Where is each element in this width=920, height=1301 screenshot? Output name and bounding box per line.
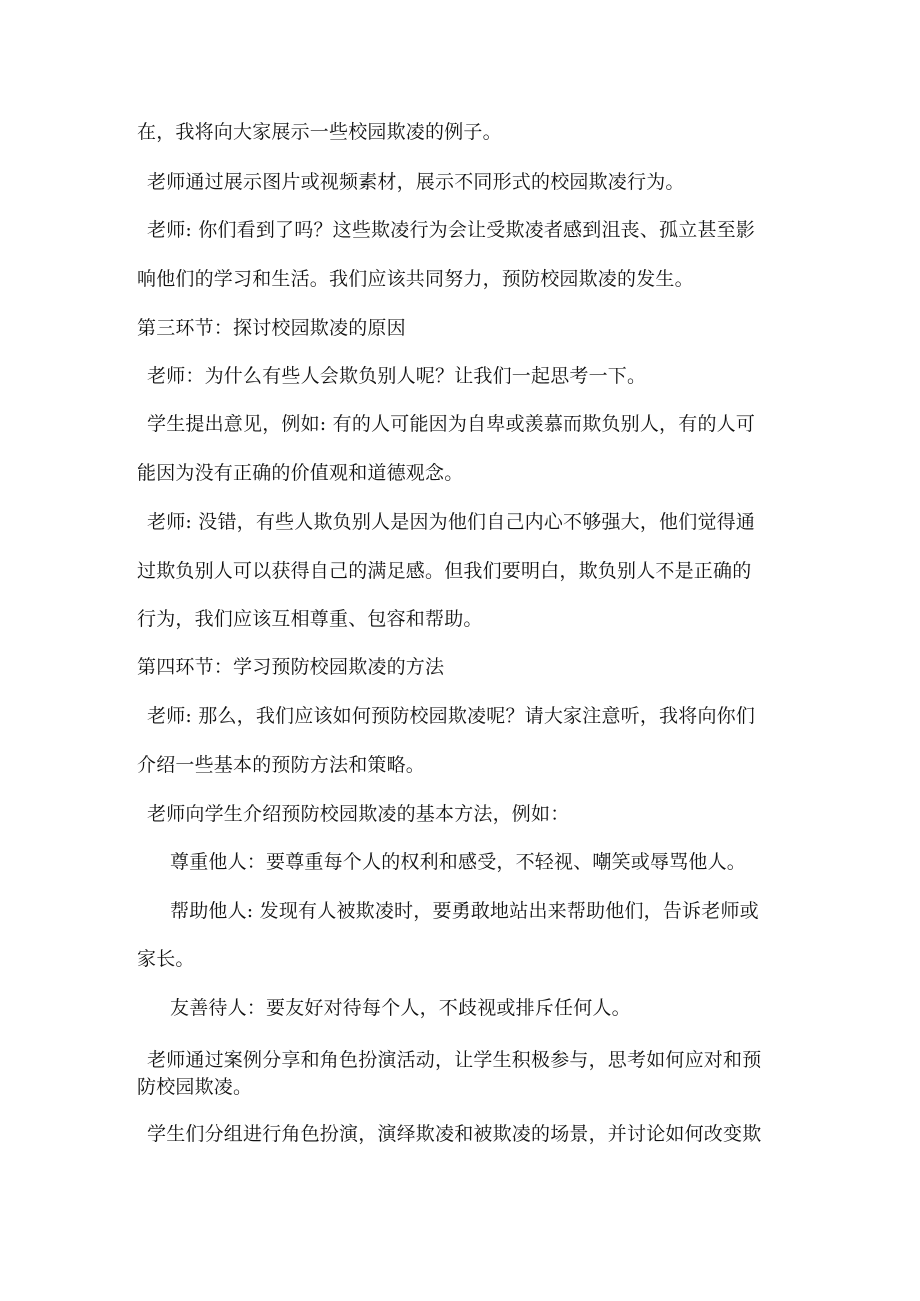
section-heading: 第四环节：学习预防校园欺凌的方法 bbox=[137, 656, 445, 678]
text-line: 能因为没有正确的价值观和道德观念。 bbox=[137, 462, 464, 484]
text-line: 学生们分组进行角色扮演，演绎欺凌和被欺凌的场景，并讨论如何改变欺 bbox=[147, 1123, 762, 1145]
list-item: 友善待人：要友好对待每个人，不歧视或排斥任何人。 bbox=[170, 997, 631, 1019]
text-line: 老师: 你们看到了吗？这些欺凌行为会让受欺凌者感到沮丧、孤立甚至影 bbox=[147, 219, 756, 241]
section-heading: 第三环节：探讨校园欺凌的原因 bbox=[137, 317, 406, 339]
text-line: 老师: 没错，有些人欺负别人是因为他们自己内心不够强大，他们觉得通 bbox=[147, 511, 756, 533]
text-line: 过欺负别人可以获得自己的满足感。但我们要明白，欺负别人不是正确的 bbox=[137, 560, 752, 582]
text-line: 家长。 bbox=[137, 948, 195, 970]
text-line: 在，我将向大家展示一些校园欺凌的例子。 bbox=[137, 121, 502, 143]
list-item: 帮助他人: 发现有人被欺凌时，要勇敢地站出来帮助他们，告诉老师或 bbox=[170, 900, 759, 922]
text-line: 介绍一些基本的预防方法和策略。 bbox=[137, 754, 426, 776]
text-line: 老师通过展示图片或视频素材，展示不同形式的校园欺凌行为。 bbox=[147, 171, 685, 193]
text-line: 老师：为什么有些人会欺负别人呢？让我们一起思考一下。 bbox=[147, 365, 647, 387]
text-line: 老师: 那么，我们应该如何预防校园欺凌呢？请大家注意听，我将向你们 bbox=[147, 705, 756, 727]
text-line: 响他们的学习和生活。我们应该共同努力，预防校园欺凌的发生。 bbox=[137, 268, 694, 290]
text-line: 防校园欺凌。 bbox=[137, 1076, 253, 1098]
text-line: 学生提出意见，例如: 有的人可能因为自卑或羡慕而欺负别人，有的人可 bbox=[147, 413, 756, 435]
text-line: 行为，我们应该互相尊重、包容和帮助。 bbox=[137, 608, 483, 630]
list-item: 尊重他人：要尊重每个人的权利和感受，不轻视、嘲笑或辱骂他人。 bbox=[170, 851, 747, 873]
text-line: 老师向学生介绍预防校园欺凌的基本方法，例如： bbox=[147, 803, 570, 825]
text-line: 老师通过案例分享和角色扮演活动，让学生积极参与，思考如何应对和预 bbox=[147, 1049, 762, 1071]
